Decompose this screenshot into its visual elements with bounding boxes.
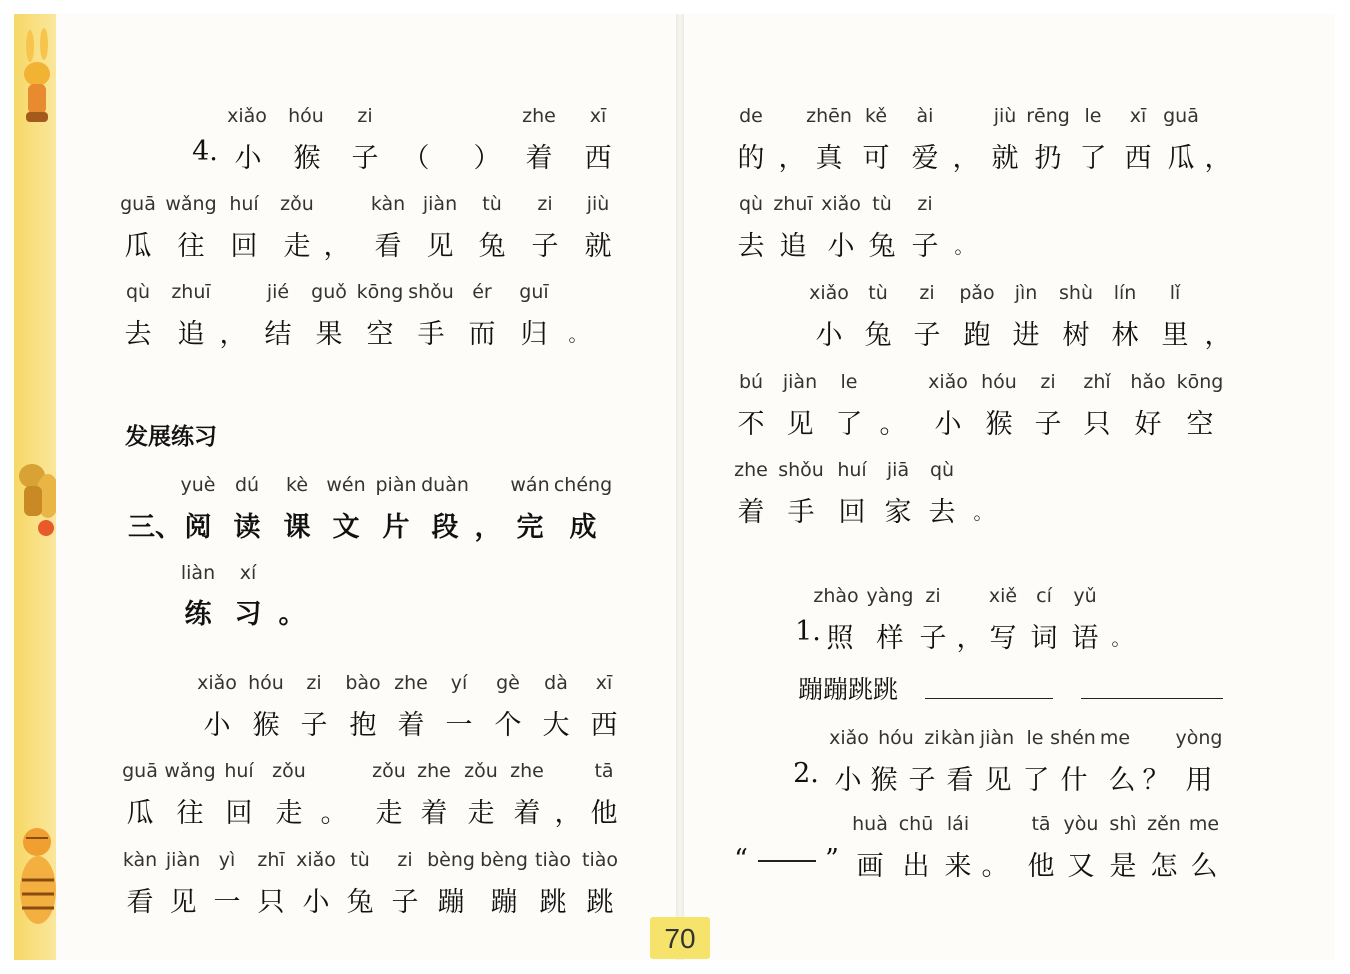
- pinyin-syllable: guā: [1163, 105, 1199, 127]
- hanzi-char: 西: [590, 710, 618, 741]
- pinyin-syllable: kōng: [356, 281, 404, 303]
- hanzi-char: 跑: [963, 320, 991, 351]
- pinyin-syllable: xiǎo: [809, 282, 849, 304]
- hanzi-char: 真: [815, 143, 843, 174]
- hanzi-char: 走: [375, 798, 403, 829]
- pinyin-syllable: yòng: [1175, 727, 1223, 749]
- hanzi-char: ，: [1204, 320, 1232, 351]
- hanzi-char: 段: [431, 512, 459, 543]
- pinyin-syllable: shì: [1109, 813, 1137, 835]
- hanzi-char: 成: [569, 512, 597, 543]
- pinyin-syllable: qù: [929, 459, 955, 481]
- pinyin-syllable: xiǎo: [227, 105, 267, 127]
- hanzi-char: 怎: [1150, 851, 1178, 882]
- pinyin-syllable: cí: [1036, 585, 1052, 607]
- pinyin-syllable: zhuī: [171, 281, 211, 303]
- hanzi-char: 瓜: [126, 798, 154, 829]
- pinyin-syllable: guī: [519, 281, 549, 303]
- pinyin-syllable: wán: [510, 474, 550, 496]
- pinyin-syllable: xiǎo: [928, 371, 968, 393]
- hanzi-char: 着: [513, 798, 541, 829]
- example-word: 蹦蹦跳跳: [798, 675, 899, 704]
- hanzi-char: ，: [219, 319, 247, 350]
- hanzi-char: 兔: [864, 320, 892, 351]
- hanzi-char: 了: [835, 409, 863, 440]
- pinyin-syllable: yǔ: [1073, 585, 1097, 607]
- pinyin-syllable: kě: [864, 105, 888, 127]
- hanzi-char: 不: [737, 409, 765, 440]
- pinyin-syllable: zhuī: [773, 193, 813, 215]
- hanzi-char: 兔: [868, 231, 896, 262]
- hanzi-char: 里: [1161, 320, 1189, 351]
- hanzi-char: 是: [1109, 851, 1137, 882]
- pinyin-syllable: jié: [266, 281, 290, 303]
- pinyin-syllable: zi: [925, 585, 941, 607]
- hanzi-char: 往: [177, 231, 205, 262]
- pinyin-syllable: le: [1084, 105, 1102, 127]
- hanzi-char: 去: [737, 231, 765, 262]
- hanzi-char: 猴: [293, 143, 321, 174]
- hanzi-char: 完: [516, 512, 544, 543]
- hanzi-char: ，: [956, 623, 984, 654]
- hanzi-char: 。: [973, 502, 993, 524]
- answer-blank-2[interactable]: [1081, 698, 1223, 699]
- pinyin-syllable: zhe: [522, 105, 556, 127]
- pinyin-syllable: zhe: [510, 760, 544, 782]
- hanzi-char: 手: [787, 497, 815, 528]
- hanzi-char: 跳: [539, 887, 567, 918]
- hanzi-char: ，: [1204, 143, 1232, 174]
- hanzi-char: 什: [1060, 765, 1088, 796]
- pinyin-syllable: zi: [1040, 371, 1056, 393]
- pinyin-syllable: zǒu: [464, 760, 498, 782]
- hanzi-char: 片: [382, 512, 410, 543]
- pinyin-syllable: zhào: [813, 585, 859, 607]
- hanzi-char: 进: [1012, 320, 1040, 351]
- pinyin-syllable: tù: [482, 193, 502, 215]
- hanzi-char: 追: [177, 319, 205, 350]
- pinyin-syllable: guǒ: [311, 281, 347, 303]
- hanzi-char: （: [402, 143, 430, 174]
- hanzi-char: ”: [825, 844, 839, 875]
- pinyin-syllable: me: [1099, 727, 1131, 749]
- hanzi-char: 么: [1190, 851, 1218, 882]
- hanzi-char: 小: [302, 887, 330, 918]
- hanzi-char: 画: [856, 851, 884, 882]
- hanzi-char: 去: [928, 497, 956, 528]
- pinyin-syllable: zhēn: [806, 105, 852, 127]
- hanzi-char: 见: [984, 765, 1012, 796]
- hanzi-char: 。: [278, 599, 306, 630]
- pinyin-syllable: xī: [589, 105, 607, 127]
- hanzi-char: 了: [1022, 765, 1050, 796]
- hanzi-char: 2.: [793, 758, 819, 789]
- hanzi-char: 回: [225, 798, 253, 829]
- hanzi-char: 树: [1062, 320, 1090, 351]
- hanzi-char: 追: [779, 231, 807, 262]
- hanzi-char: 4.: [192, 136, 218, 167]
- pinyin-syllable: tù: [350, 849, 370, 871]
- hanzi-char: 手: [417, 319, 445, 350]
- pinyin-syllable: bèng: [480, 849, 528, 871]
- book-gutter: [676, 14, 684, 960]
- hanzi-char: 小: [203, 710, 231, 741]
- answer-blank-1[interactable]: [925, 698, 1053, 699]
- hanzi-char: 走: [275, 798, 303, 829]
- hanzi-char: 蹦: [437, 887, 465, 918]
- hanzi-char: 归: [520, 319, 548, 350]
- hanzi-char: 回: [838, 497, 866, 528]
- pinyin-syllable: hǎo: [1130, 371, 1166, 393]
- pinyin-syllable: wén: [326, 474, 366, 496]
- hanzi-char: 而: [468, 319, 496, 350]
- pinyin-syllable: yòu: [1063, 813, 1099, 835]
- pinyin-syllable: xí: [239, 562, 257, 584]
- hanzi-char: 子: [911, 231, 939, 262]
- pinyin-syllable: dà: [544, 672, 568, 694]
- pinyin-syllable: bèng: [427, 849, 475, 871]
- hanzi-char: 一: [445, 710, 473, 741]
- hanzi-char: 只: [1083, 409, 1111, 440]
- pinyin-syllable: hóu: [248, 672, 284, 694]
- pinyin-syllable: jiā: [886, 459, 910, 481]
- pinyin-syllable: pǎo: [959, 282, 995, 304]
- pinyin-syllable: qù: [125, 281, 151, 303]
- hanzi-char: 结: [264, 319, 292, 350]
- pinyin-syllable: shǒu: [408, 281, 454, 303]
- hanzi-char: 样: [876, 623, 904, 654]
- hanzi-char: 个: [494, 710, 522, 741]
- pinyin-syllable: guā: [120, 193, 156, 215]
- pinyin-syllable: ài: [916, 105, 934, 127]
- pinyin-syllable: xiě: [988, 585, 1018, 607]
- hanzi-char: 1.: [795, 616, 821, 647]
- hanzi-char: 读: [233, 512, 261, 543]
- hanzi-char: 跳: [586, 887, 614, 918]
- pinyin-syllable: huí: [229, 193, 259, 215]
- pinyin-syllable: yì: [218, 849, 236, 871]
- pinyin-syllable: wǎng: [165, 193, 217, 215]
- hanzi-char: 大: [542, 710, 570, 741]
- pinyin-syllable: zěn: [1147, 813, 1181, 835]
- pinyin-syllable: tiào: [582, 849, 618, 871]
- pinyin-syllable: bào: [345, 672, 381, 694]
- pinyin-syllable: lín: [1113, 282, 1137, 304]
- pinyin-syllable: huà: [852, 813, 888, 835]
- hanzi-char: 瓜: [124, 231, 152, 262]
- hanzi-char: 练: [184, 599, 212, 630]
- pinyin-syllable: zǒu: [372, 760, 406, 782]
- pinyin-syllable: zhe: [394, 672, 428, 694]
- pinyin-syllable: kàn: [370, 193, 406, 215]
- pinyin-syllable: jìn: [1014, 282, 1038, 304]
- pinyin-syllable: xī: [595, 672, 613, 694]
- pinyin-syllable: tù: [872, 193, 892, 215]
- squirrel-illustration: [12, 448, 62, 540]
- hanzi-char: 林: [1111, 320, 1139, 351]
- hanzi-char: 小: [827, 231, 855, 262]
- pinyin-syllable: liàn: [180, 562, 216, 584]
- hanzi-char: ，: [952, 143, 980, 174]
- hanzi-char: 见: [786, 409, 814, 440]
- pinyin-syllable: gè: [496, 672, 520, 694]
- pinyin-syllable: tù: [868, 282, 888, 304]
- hanzi-char: 用: [1185, 765, 1213, 796]
- pinyin-syllable: zi: [537, 193, 553, 215]
- hanzi-char: 猴: [870, 765, 898, 796]
- hanzi-char: 。: [320, 798, 348, 829]
- hanzi-char: 猴: [252, 710, 280, 741]
- pinyin-syllable: kè: [285, 474, 309, 496]
- hanzi-char: 去: [124, 319, 152, 350]
- hanzi-char: 只: [257, 887, 285, 918]
- hanzi-char: 抱: [349, 710, 377, 741]
- hanzi-char: 猴: [985, 409, 1013, 440]
- pinyin-syllable: zhe: [417, 760, 451, 782]
- pinyin-syllable: hóu: [288, 105, 324, 127]
- pinyin-syllable: duàn: [421, 474, 469, 496]
- pinyin-syllable: tā: [594, 760, 614, 782]
- pinyin-syllable: xī: [1129, 105, 1147, 127]
- hanzi-char: 。: [981, 851, 1009, 882]
- pinyin-syllable: shǒu: [778, 459, 824, 481]
- hanzi-char: 蹦: [490, 887, 518, 918]
- hanzi-char: 小: [234, 143, 262, 174]
- pinyin-syllable: zi: [397, 849, 413, 871]
- hanzi-char: 子: [919, 623, 947, 654]
- pinyin-syllable: le: [840, 371, 858, 393]
- hanzi-char: 兔: [478, 231, 506, 262]
- pinyin-syllable: huí: [837, 459, 867, 481]
- hanzi-char: 子: [1034, 409, 1062, 440]
- hanzi-char: 回: [230, 231, 258, 262]
- hanzi-char: 了: [1079, 143, 1107, 174]
- pinyin-syllable: xiǎo: [197, 672, 237, 694]
- hanzi-char: 文: [332, 512, 360, 543]
- pinyin-syllable: jiàn: [165, 849, 201, 871]
- pinyin-syllable: hóu: [981, 371, 1017, 393]
- hanzi-char: ，: [554, 798, 582, 829]
- hanzi-char: 爱: [911, 143, 939, 174]
- hanzi-char: 习: [234, 599, 262, 630]
- hanzi-char: 见: [169, 887, 197, 918]
- hanzi-char: 小: [815, 320, 843, 351]
- pinyin-syllable: kàn: [122, 849, 158, 871]
- pinyin-syllable: zi: [924, 727, 940, 749]
- pinyin-syllable: chéng: [553, 474, 613, 496]
- hanzi-char: 子: [351, 143, 379, 174]
- hanzi-char: 看: [374, 231, 402, 262]
- hanzi-char: 就: [584, 231, 612, 262]
- hanzi-char: 走: [467, 798, 495, 829]
- hanzi-char: 就: [991, 143, 1019, 174]
- rabbit-illustration: [12, 16, 62, 131]
- hanzi-char: 扔: [1034, 143, 1062, 174]
- page-number: 70: [650, 917, 710, 959]
- hanzi-char: 出: [902, 851, 930, 882]
- hanzi-char: 照: [826, 623, 854, 654]
- hanzi-char: 又: [1067, 851, 1095, 882]
- hanzi-char: ，: [778, 143, 806, 174]
- hanzi-char: 他: [590, 798, 618, 829]
- pinyin-syllable: dú: [234, 474, 260, 496]
- dash-symbol: [758, 860, 816, 862]
- hanzi-char: 家: [884, 497, 912, 528]
- hanzi-char: 阅: [184, 512, 212, 543]
- hanzi-char: ）: [473, 143, 501, 174]
- pinyin-syllable: kàn: [940, 727, 976, 749]
- pinyin-syllable: zi: [306, 672, 322, 694]
- hanzi-char: 小: [934, 409, 962, 440]
- hanzi-char: 见: [426, 231, 454, 262]
- hanzi-char: 三、: [128, 512, 182, 543]
- hanzi-char: 词: [1030, 623, 1058, 654]
- hanzi-char: 可: [862, 143, 890, 174]
- hanzi-char: 。: [879, 409, 907, 440]
- hanzi-char: 语: [1071, 623, 1099, 654]
- hanzi-char: ，: [474, 512, 502, 543]
- hanzi-char: 子: [391, 887, 419, 918]
- pinyin-syllable: zǒu: [272, 760, 306, 782]
- hanzi-char: 好: [1134, 409, 1162, 440]
- pinyin-syllable: rēng: [1026, 105, 1070, 127]
- hanzi-char: 西: [584, 143, 612, 174]
- pinyin-syllable: shén: [1050, 727, 1096, 749]
- hanzi-char: 兔: [346, 887, 374, 918]
- pinyin-syllable: zǒu: [280, 193, 314, 215]
- pinyin-syllable: chū: [898, 813, 934, 835]
- hanzi-char: 着: [737, 497, 765, 528]
- pinyin-syllable: yuè: [180, 474, 216, 496]
- pinyin-syllable: zi: [357, 105, 373, 127]
- pinyin-syllable: lái: [946, 813, 970, 835]
- pinyin-syllable: guā: [122, 760, 158, 782]
- pinyin-syllable: lǐ: [1169, 282, 1181, 304]
- pinyin-syllable: tā: [1031, 813, 1051, 835]
- pinyin-syllable: bú: [738, 371, 764, 393]
- hanzi-char: “: [734, 844, 748, 875]
- hanzi-char: ，: [323, 231, 351, 262]
- pinyin-syllable: le: [1026, 727, 1044, 749]
- hanzi-char: 么: [1108, 765, 1136, 796]
- hanzi-char: 小: [834, 765, 862, 796]
- pinyin-syllable: zi: [919, 282, 935, 304]
- hanzi-char: 看: [946, 765, 974, 796]
- hanzi-char: 子: [531, 231, 559, 262]
- pinyin-syllable: wǎng: [164, 760, 216, 782]
- pinyin-syllable: zhǐ: [1083, 371, 1111, 393]
- hanzi-char: ？: [1142, 765, 1170, 796]
- pinyin-syllable: ér: [472, 281, 492, 303]
- hanzi-char: 西: [1124, 143, 1152, 174]
- pinyin-syllable: jiàn: [782, 371, 818, 393]
- pinyin-syllable: kōng: [1176, 371, 1224, 393]
- hanzi-char: 的: [737, 143, 765, 174]
- hanzi-char: 瓜: [1167, 143, 1195, 174]
- pinyin-syllable: shù: [1059, 282, 1093, 304]
- pinyin-syllable: huí: [224, 760, 254, 782]
- hanzi-char: 空: [366, 319, 394, 350]
- pinyin-syllable: zhe: [734, 459, 768, 481]
- section-heading: 发展练习: [125, 424, 217, 450]
- tiger-illustration: [12, 820, 62, 938]
- hanzi-char: 写: [989, 623, 1017, 654]
- hanzi-char: 。: [1111, 628, 1131, 650]
- pinyin-syllable: xiǎo: [829, 727, 869, 749]
- pinyin-syllable: jiù: [993, 105, 1017, 127]
- pinyin-syllable: xiǎo: [296, 849, 336, 871]
- pinyin-syllable: zhī: [257, 849, 285, 871]
- hanzi-char: 往: [176, 798, 204, 829]
- hanzi-char: 子: [908, 765, 936, 796]
- pinyin-syllable: piàn: [375, 474, 417, 496]
- hanzi-char: 一: [213, 887, 241, 918]
- pinyin-syllable: de: [739, 105, 763, 127]
- pinyin-syllable: tiào: [535, 849, 571, 871]
- hanzi-char: 他: [1027, 851, 1055, 882]
- hanzi-char: 子: [913, 320, 941, 351]
- hanzi-char: 。: [954, 236, 974, 258]
- hanzi-char: 课: [283, 512, 311, 543]
- hanzi-char: 。: [568, 324, 588, 346]
- pinyin-syllable: qù: [738, 193, 764, 215]
- hanzi-char: 空: [1186, 409, 1214, 440]
- hanzi-char: 来: [944, 851, 972, 882]
- pinyin-syllable: yàng: [866, 585, 914, 607]
- pinyin-syllable: xiǎo: [821, 193, 861, 215]
- hanzi-char: 着: [397, 710, 425, 741]
- pinyin-syllable: yí: [450, 672, 468, 694]
- pinyin-syllable: me: [1188, 813, 1220, 835]
- hanzi-char: 子: [300, 710, 328, 741]
- hanzi-char: 看: [126, 887, 154, 918]
- hanzi-char: 果: [315, 319, 343, 350]
- pinyin-syllable: hóu: [878, 727, 914, 749]
- hanzi-char: 走: [283, 231, 311, 262]
- pinyin-syllable: jiàn: [422, 193, 458, 215]
- pinyin-syllable: zi: [917, 193, 933, 215]
- pinyin-syllable: jiàn: [979, 727, 1015, 749]
- pinyin-syllable: jiù: [586, 193, 610, 215]
- hanzi-char: 着: [420, 798, 448, 829]
- hanzi-char: 着: [525, 143, 553, 174]
